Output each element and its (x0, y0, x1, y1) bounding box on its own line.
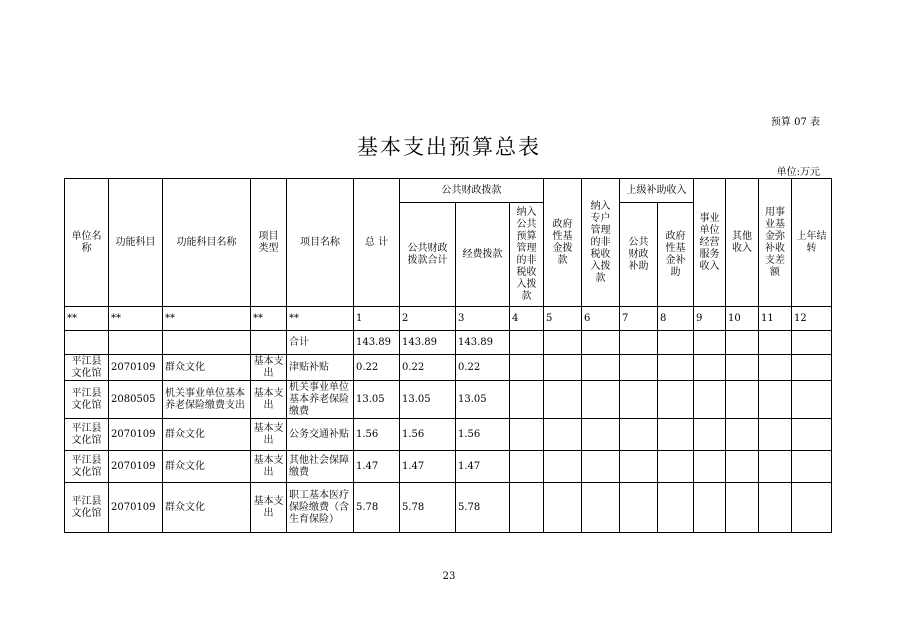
cell-total: 0.22 (354, 355, 400, 381)
cell-funds: 13.05 (456, 381, 510, 419)
cell-total: 13.05 (354, 381, 400, 419)
cell-project: 职工基本医疗保险缴费（含生育保险） (287, 483, 354, 533)
cell-project: 公务交通补贴 (287, 419, 354, 451)
cell-unit: 平江县文化馆 (65, 355, 109, 381)
header-nontax-budget: 纳入公共预算管理的非税收入拨款 (510, 203, 544, 307)
page-number: 23 (442, 571, 456, 582)
table-row (65, 451, 832, 483)
cell-code: 2070109 (109, 419, 163, 451)
cell-public-sum: 13.05 (400, 381, 456, 419)
header-other-income: 其他收入 (726, 179, 759, 307)
cell-code: 2080505 (109, 381, 163, 419)
index-cell: ** (287, 307, 354, 331)
index-cell: 2 (400, 307, 456, 331)
index-cell: ** (163, 307, 251, 331)
cell-unit: 平江县文化馆 (65, 381, 109, 419)
index-cell: 11 (759, 307, 792, 331)
cell-type: 基本支出 (251, 355, 287, 381)
page-title: 基本支出预算总表 (357, 135, 541, 159)
cell-func-name: 机关事业单位基本养老保险缴费支出 (163, 381, 251, 419)
cell-func-name: 群众文化 (163, 483, 251, 533)
index-cell: 10 (726, 307, 759, 331)
index-cell: 4 (510, 307, 544, 331)
header-fund-balance: 用事业基金弥补收支差额 (759, 179, 792, 307)
header-operating-income: 事业单位经营服务收入 (694, 179, 726, 307)
cell-public-sum: 5.78 (400, 483, 456, 533)
header-funds-alloc: 经费拨款 (456, 203, 510, 307)
form-number: 预算 07 表 (770, 117, 820, 128)
cell-public-sum: 1.47 (400, 451, 456, 483)
budget-table (64, 178, 832, 533)
index-cell: 6 (582, 307, 620, 331)
index-cell: 5 (544, 307, 582, 331)
cell-public-sum: 0.22 (400, 355, 456, 381)
total-funds: 143.89 (456, 331, 510, 355)
header-func-name: 功能科目名称 (163, 179, 251, 307)
header-sup-public: 公共财政补助 (620, 203, 658, 307)
cell-type: 基本支出 (251, 381, 287, 419)
cell-code: 2070109 (109, 355, 163, 381)
table-row (65, 381, 832, 419)
header-sup-gov-fund: 政府性基金补助 (658, 203, 694, 307)
header-project-type: 项目类型 (251, 179, 287, 307)
header-gov-fund: 政府性基金拨款 (544, 179, 582, 307)
index-cell: 3 (456, 307, 510, 331)
cell-project: 机关事业单位基本养老保险缴费 (287, 381, 354, 419)
cell-func-name: 群众文化 (163, 419, 251, 451)
index-cell: 1 (354, 307, 400, 331)
cell-code: 2070109 (109, 451, 163, 483)
index-cell: 8 (658, 307, 694, 331)
header-nontax-special: 纳入专户管理的非税收入拨款 (582, 179, 620, 307)
header-public-finance-sum: 公共财政拨款合计 (400, 203, 456, 307)
index-row (65, 307, 832, 331)
total-label: 合计 (287, 331, 354, 355)
index-cell: ** (109, 307, 163, 331)
cell-project: 其他社会保障缴费 (287, 451, 354, 483)
cell-type: 基本支出 (251, 483, 287, 533)
total-row (65, 331, 832, 355)
cell-code: 2070109 (109, 483, 163, 533)
cell-total: 1.56 (354, 419, 400, 451)
header-unit-name: 单位名称 (65, 179, 109, 307)
cell-total: 1.47 (354, 451, 400, 483)
cell-total: 5.78 (354, 483, 400, 533)
unit-label: 单位:万元 (776, 167, 820, 178)
table-row (65, 419, 832, 451)
header-func-code: 功能科目 (109, 179, 163, 307)
index-cell: 12 (792, 307, 832, 331)
total-public-sum: 143.89 (400, 331, 456, 355)
table-row (65, 355, 832, 381)
cell-unit: 平江县文化馆 (65, 451, 109, 483)
header-project-name: 项目名称 (287, 179, 354, 307)
header-superior-subsidy: 上级补助收入 (620, 179, 694, 203)
cell-unit: 平江县文化馆 (65, 483, 109, 533)
header-last-year: 上年结转 (792, 179, 832, 307)
cell-funds: 1.47 (456, 451, 510, 483)
header-public-finance: 公共财政拨款 (400, 179, 544, 203)
index-cell: 7 (620, 307, 658, 331)
index-cell: ** (65, 307, 109, 331)
cell-public-sum: 1.56 (400, 419, 456, 451)
cell-func-name: 群众文化 (163, 451, 251, 483)
cell-project: 津贴补贴 (287, 355, 354, 381)
cell-func-name: 群众文化 (163, 355, 251, 381)
table-row (65, 483, 832, 533)
cell-type: 基本支出 (251, 451, 287, 483)
header-total: 总 计 (354, 179, 400, 307)
index-cell: ** (251, 307, 287, 331)
index-cell: 9 (694, 307, 726, 331)
cell-funds: 0.22 (456, 355, 510, 381)
cell-funds: 5.78 (456, 483, 510, 533)
cell-unit: 平江县文化馆 (65, 419, 109, 451)
total-amount: 143.89 (354, 331, 400, 355)
cell-funds: 1.56 (456, 419, 510, 451)
cell-type: 基本支出 (251, 419, 287, 451)
